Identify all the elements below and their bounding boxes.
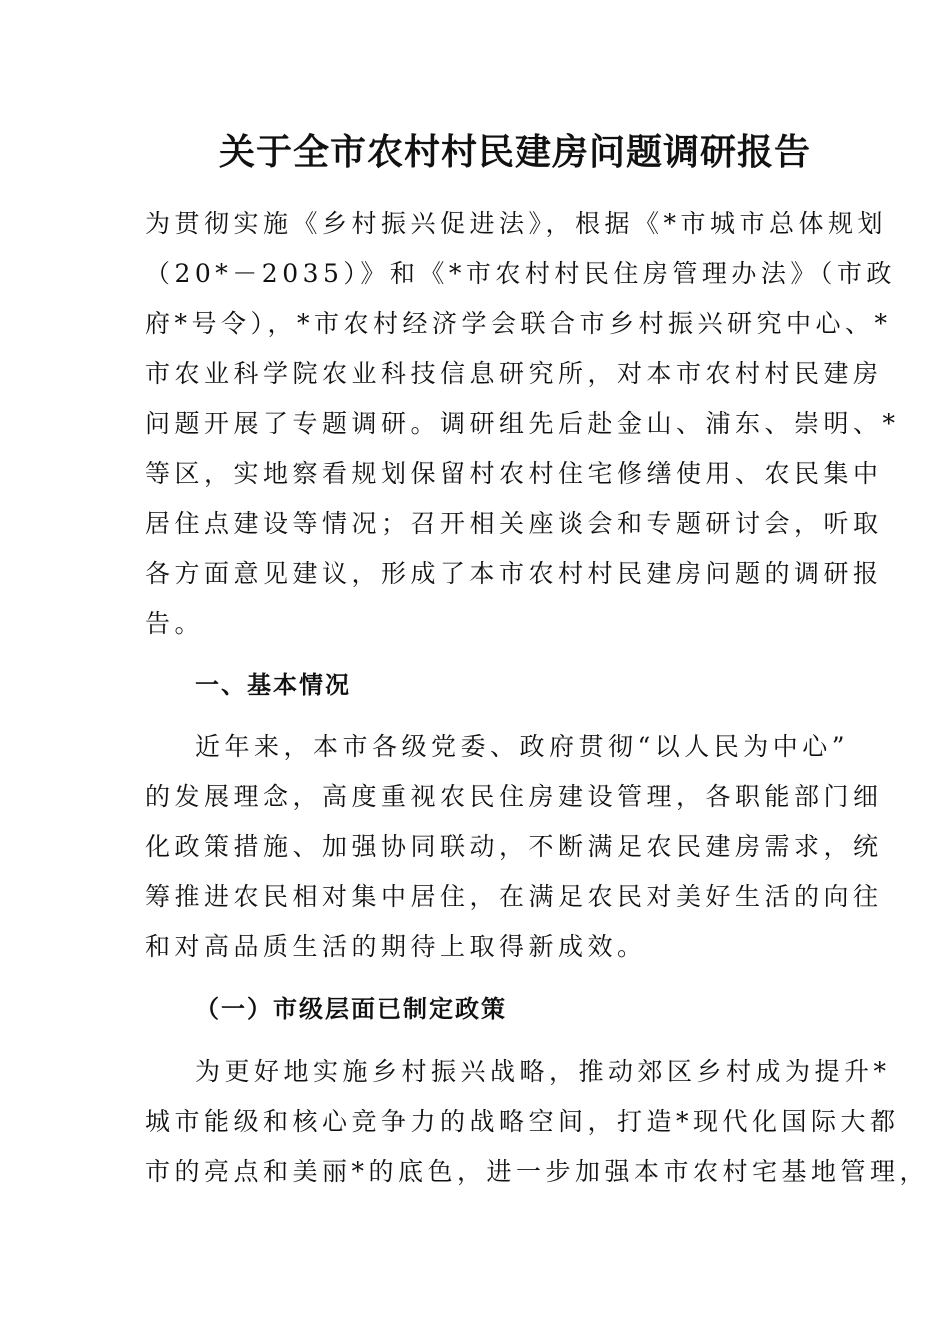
intro-line-9: 告。	[145, 609, 205, 638]
intro-line-8: 各方面意见建议，形成了本市农村村民建房问题的调研报	[145, 559, 883, 588]
section1-line-5: 和对高品质生活的期待上取得新成效。	[145, 932, 647, 961]
intro-line-1: 为贯彻实施《乡村振兴促进法》，根据《*市城市总体规划	[145, 209, 888, 238]
section1-line-2: 的发展理念，高度重视农民住房建设管理，各职能部门细	[145, 782, 883, 811]
section1-line-1: 近年来，本市各级党委、政府贯彻“以人民为中心”	[195, 732, 850, 761]
subsection-heading-city-policy: （一）市级层面已制定政策	[195, 995, 507, 1023]
document-title: 关于全市农村村民建房问题调研报告	[218, 131, 811, 173]
intro-line-5: 问题开展了专题调研。调研组先后赴金山、浦东、崇明、*	[145, 409, 900, 438]
section-heading-basic-situation: 一、基本情况	[195, 671, 351, 699]
intro-line-3: 府*号令），*市农村经济学会联合市乡村振兴研究中心、*	[145, 309, 892, 338]
intro-line-2: （20*－2035）》和《*市农村村民住房管理办法》（市政	[145, 259, 896, 288]
subsection1-line-2: 城市能级和核心竞争力的战略空间，打造*现代化国际大都	[145, 1107, 900, 1136]
section1-line-4: 筹推进农民相对集中居住，在满足农民对美好生活的向往	[145, 882, 883, 911]
section1-line-3: 化政策措施、加强协同联动，不断满足农民建房需求，统	[145, 832, 883, 861]
intro-line-6: 等区，实地察看规划保留村农村住宅修缮使用、农民集中	[145, 459, 883, 488]
subsection1-line-3: 市的亮点和美丽*的底色，进一步加强本市农村宅基地管理，	[145, 1157, 930, 1186]
intro-line-7: 居住点建设等情况；召开相关座谈会和专题研讨会，听取	[145, 509, 883, 538]
subsection1-line-1: 为更好地实施乡村振兴战略，推动郊区乡村成为提升*	[195, 1057, 891, 1086]
intro-line-4: 市农业科学院农业科技信息研究所，对本市农村村民建房	[145, 359, 883, 388]
